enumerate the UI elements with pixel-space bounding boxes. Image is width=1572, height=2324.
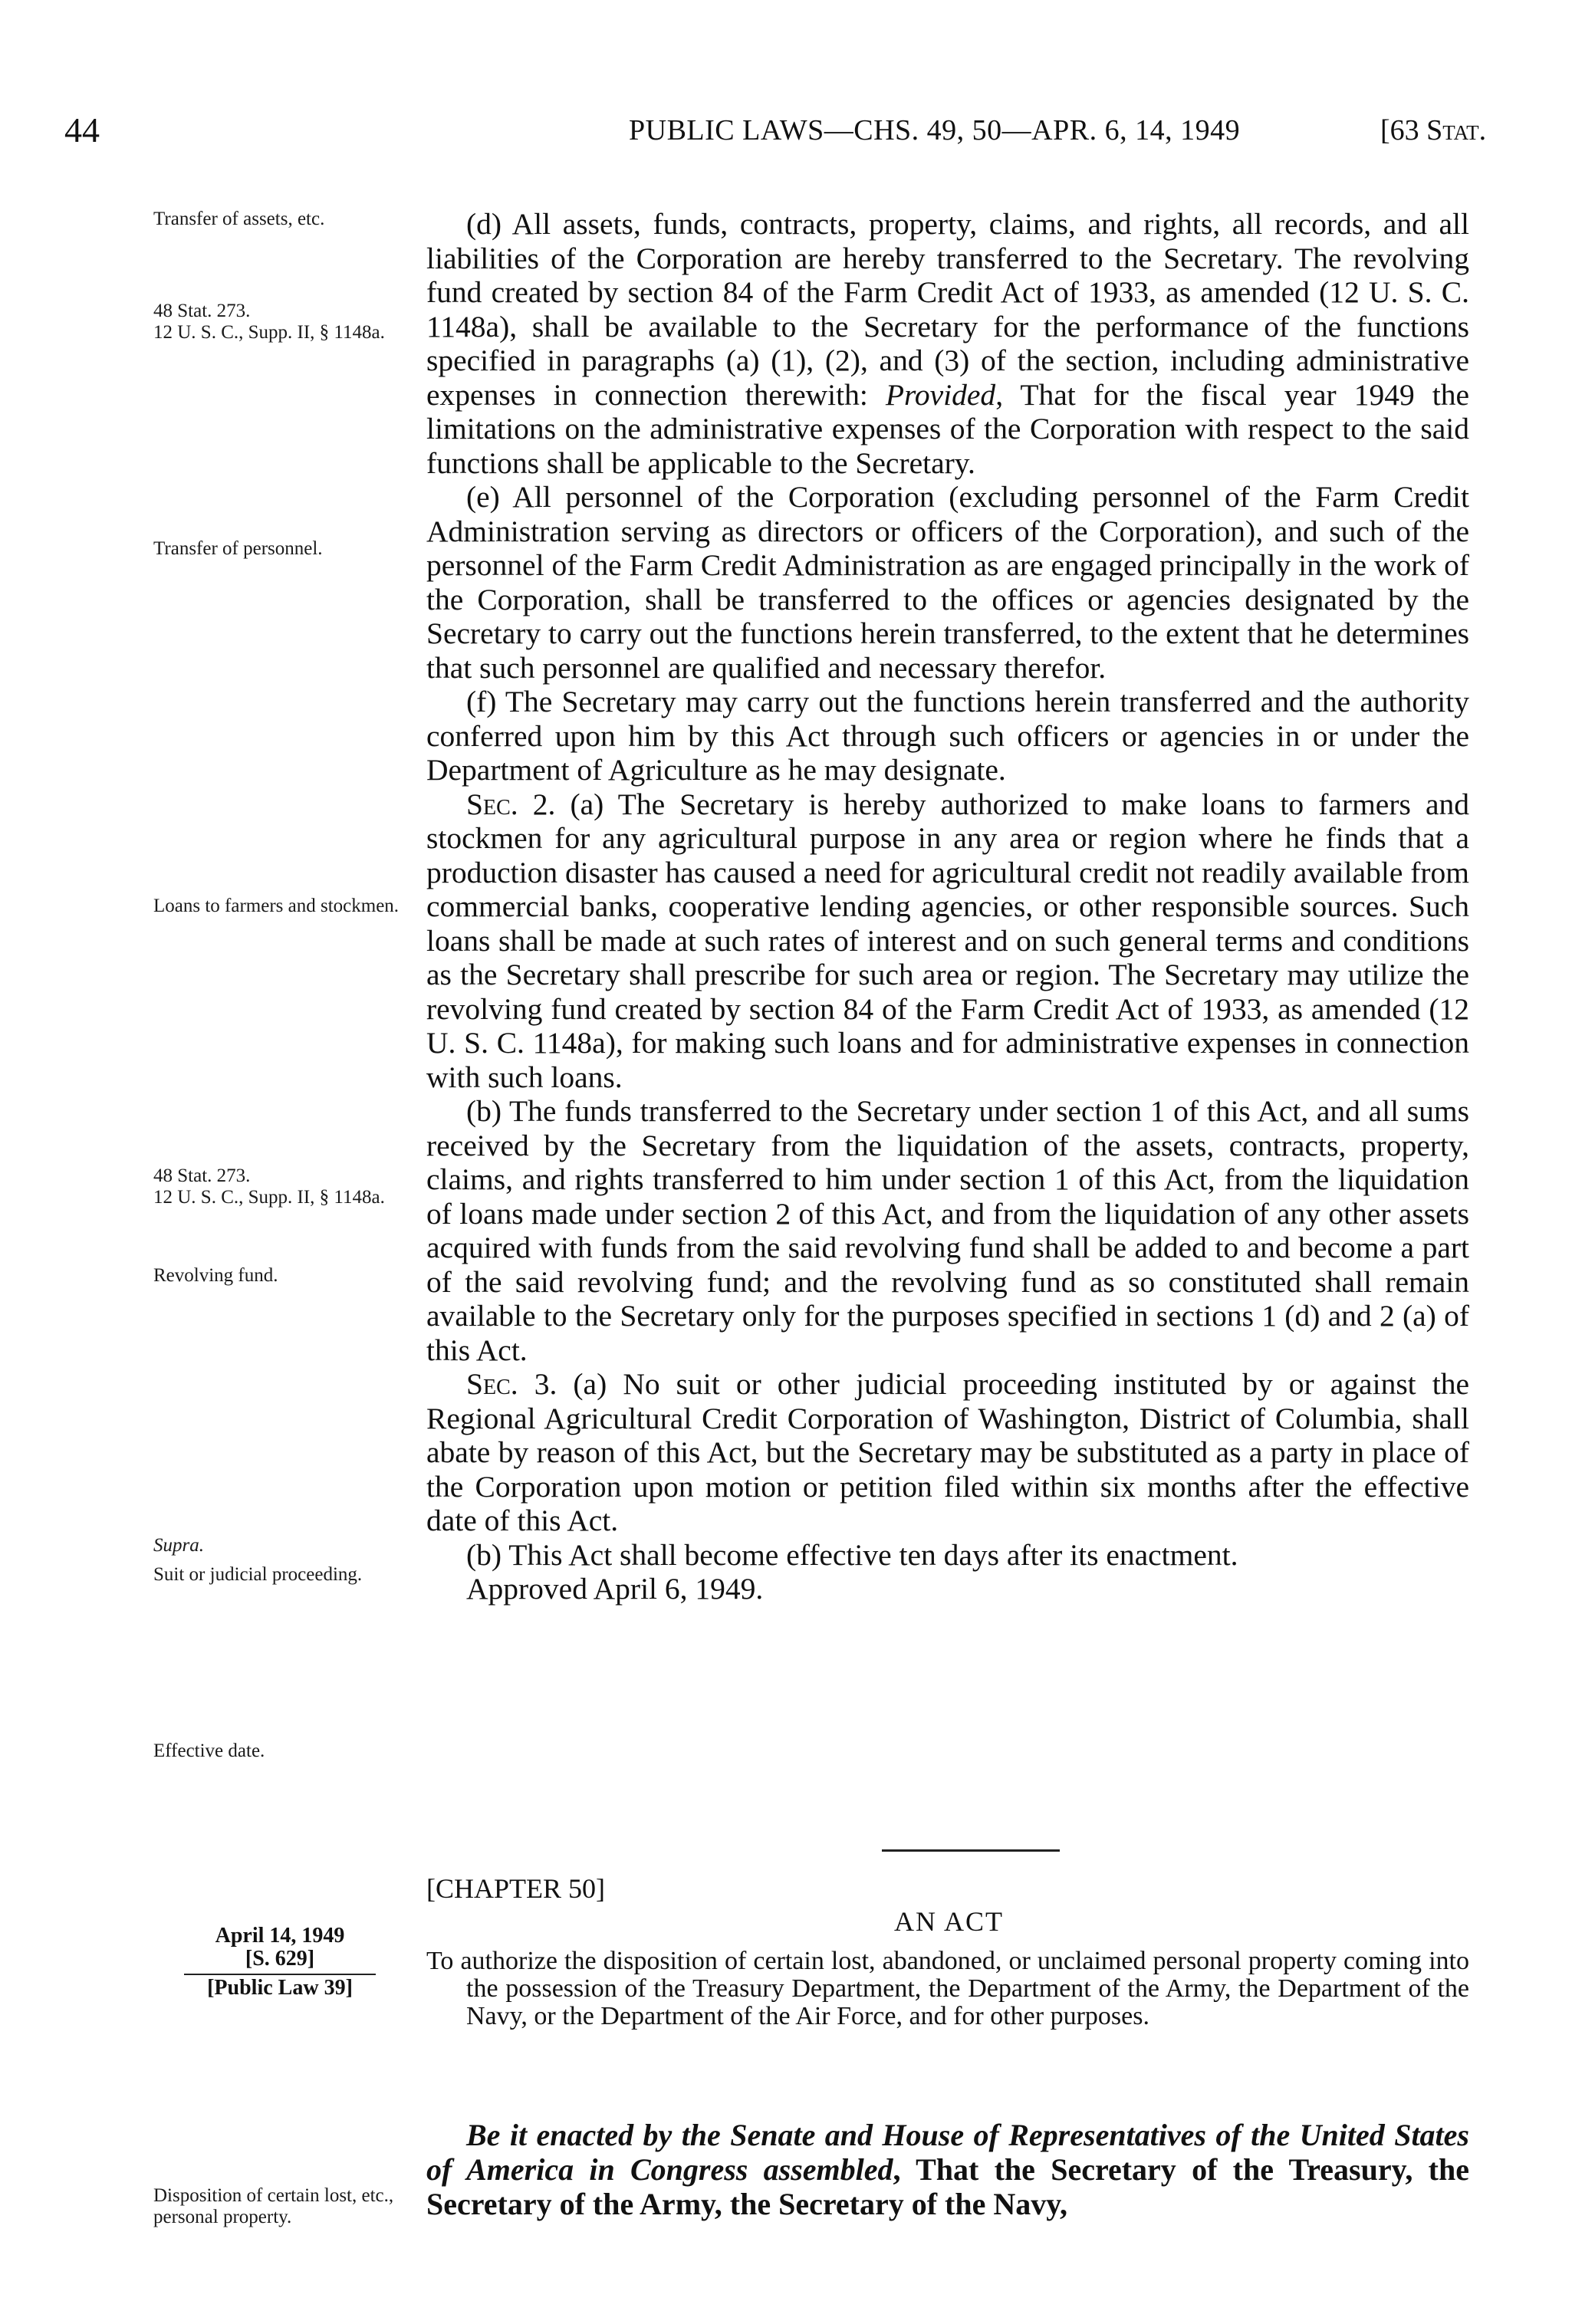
margin-note-effective-date: Effective date. (153, 1741, 265, 1761)
act-title-description: To authorize the disposition of certain lost, abandoned, or unclaimed personal property coming into the possession of the Treasury Department, the Department of the Army, the Department of the Navy, or the Department of the Air Force, and for other purposes. (426, 1947, 1469, 2030)
enactment-sidebar (176, 1925, 383, 2000)
paragraph-d: (d) All assets, funds, contracts, property, claims, and rights, all records, and all liabilities of the Corporation are hereby transferred to the Secretary. The revolving fund created by section 84 of the Farm Credit Act of 1933, as amended (12 U. S. C. 1148a), shall be available to the Secretary for the performance of the functions specified in paragraphs (a) (1), (2), and (3) of the section, including administrative expenses in connection therewith: Provided, That for the fiscal year 1949 the limitations on the administrative expenses of the Corporation with respect to the said functions shall be applicable to the Secretary. (426, 207, 1469, 480)
enacting-formula: Be it enacted by the Senate and House of Representatives of the United States of America in Congress assembled (426, 2118, 1469, 2187)
statute-reference: [63 Stat. (1380, 114, 1487, 146)
margin-note-stat-citation: 48 Stat. 273. (153, 301, 251, 321)
margin-note-usc-citation: 12 U. S. C., Supp. II, § 1148a. (153, 322, 385, 343)
page-number: 44 (64, 110, 100, 150)
section-2-b: (b) The funds transferred to the Secretary under section 1 of this Act, and all sums received by the Secretary from the liquidation of the assets, contracts, property, claims, and rights transferred to him under section 1 of this Act, from the liquidation of loans made under section 2 of this Act, and from the liquidation of any other assets acquired with funds from the said revolving fund shall be added to and become a part of the said revolving fund; and the revolving fund as so constituted shall remain available to the Secretary only for the purposes specified in sections 1 (d) and 2 (a) of this Act. (426, 1094, 1469, 1367)
margin-note-suit: Suit or judicial proceeding. (153, 1564, 363, 1585)
margin-note-revolving-fund: Revolving fund. (153, 1265, 278, 1286)
section-3-label: Sec. 3. (466, 1367, 557, 1401)
chapter-50-label: [CHAPTER 50] (426, 1873, 605, 1904)
chapter-49-body (426, 207, 1469, 1606)
running-title: PUBLIC LAWS—CHS. 49, 50—APR. 6, 14, 1949 (629, 114, 1241, 146)
margin-note-supra: Supra. (153, 1535, 204, 1556)
paragraph-e: (e) All personnel of the Corporation (excluding personnel of the Farm Credit Administration serving as directors or officers of the Corporation), and such of the personnel of the Farm Credit Administration as are engaged principally in the work of the Corporation, shall be transferred to the offices or agencies designated by the Secretary to carry out the functions herein transferred, to the extent that he determines that such personnel are qualified and necessary therefor. (426, 480, 1470, 685)
margin-note-loans: Loans to farmers and stockmen. (153, 896, 400, 916)
margin-note-disposition: Disposition of certain lost, etc., personal property. (153, 2185, 394, 2227)
chapter-separator-rule (882, 1849, 1060, 1852)
margin-note-transfer-assets: Transfer of assets, etc. (153, 209, 325, 229)
section-2-label: Sec. 2. (466, 787, 556, 821)
proviso-keyword: Provided (885, 377, 996, 412)
margin-note-usc-citation-2: 12 U. S. C., Supp. II, § 1148a. (153, 1187, 385, 1208)
paragraph-f: (f) The Secretary may carry out the functions herein transferred and the authority conferred upon him by this Act through such officers or agencies in or under the Department of Agriculture as he may designate. (426, 685, 1469, 787)
margin-note-transfer-personnel: Transfer of personnel. (153, 538, 323, 559)
public-law-number: [Public Law 39] (184, 1974, 376, 2000)
act-heading: AN ACT (894, 1906, 1005, 1937)
section-2-a: Sec. 2. (a) The Secretary is hereby authorized to make loans to farmers and stockmen for any agricultural purpose in any area or region where he finds that a production disaster has caused a need for agricultural credit not readily available from commercial banks, cooperative lending agencies, or other responsible sources. Such loans shall be made at such rates of interest and on such general terms and conditions as the Secretary shall prescribe for such area or region. The Secretary may utilize the revolving fund created by section 84 of the Farm Credit Act of 1933, as amended (12 U. S. C. 1148a), for making such loans and for administrative expenses in connection with such loans. (426, 787, 1470, 1094)
enacting-clause: Be it enacted by the Senate and House of Representatives of the United States of America in Congress assembled, That the Secretary of the Treasury, the Secretary of the Army, the Secretary of the Navy, (426, 2118, 1470, 2221)
section-3-b: (b) This Act shall become effective ten days after its enactment. (466, 1537, 1238, 1572)
enactment-date: April 14, 1949 (215, 1924, 345, 1948)
section-3-a: Sec. 3. (a) No suit or other judicial proceeding instituted by or against the Regional Agricultural Credit Corporation of Washington, District of Columbia, shall abate by reason of this Act, but the Secretary may be substituted as a party in place of the Corporation upon motion or petition filed within six months after the effective date of this Act. (426, 1367, 1469, 1537)
senate-bill-number: [S. 629] (245, 1947, 315, 1971)
margin-note-stat-citation-2: 48 Stat. 273. (153, 1165, 251, 1186)
approval-line: Approved April 6, 1949. (466, 1572, 764, 1606)
